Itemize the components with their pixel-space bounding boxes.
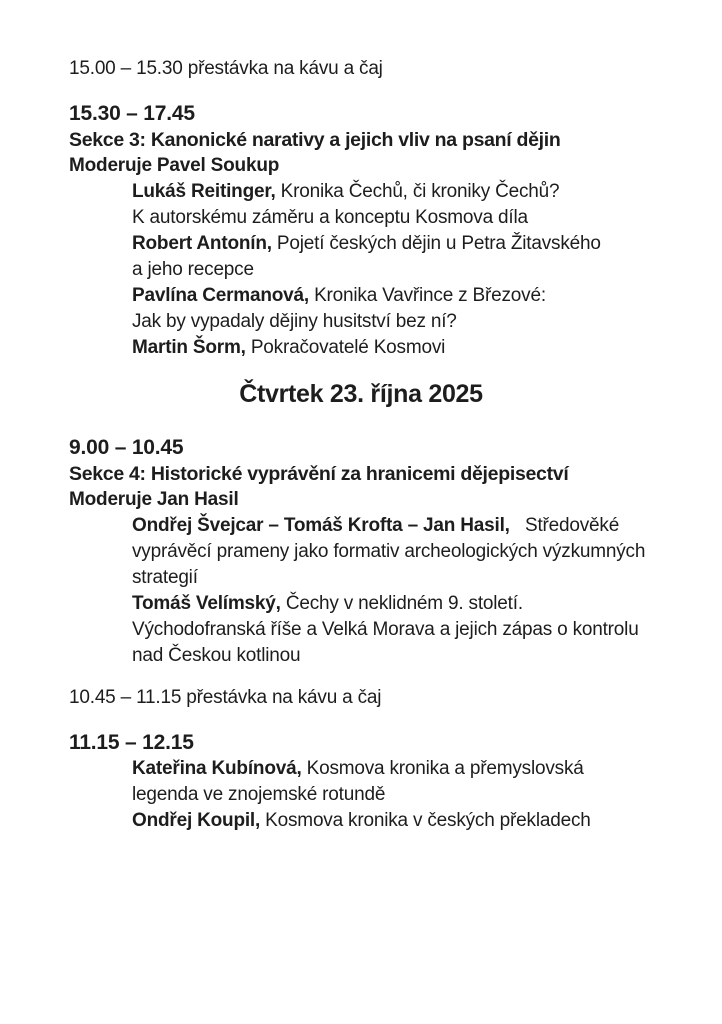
session-moderator: Moderuje Pavel Soukup — [69, 155, 280, 176]
talk-title-text: Kosmova kronika a přemyslovská — [301, 758, 584, 779]
talk-title-text: Kronika Vavřince z Březové: — [308, 285, 546, 306]
coffee-break-line: 10.45 – 11.15 přestávka na kávu a čaj — [69, 687, 382, 708]
session-section-title: Sekce 4: Historické vyprávění za hranicemi dějepisectví — [69, 463, 569, 485]
talk-line — [69, 808, 653, 834]
speaker-name: Pavlína Cermanová, — [132, 285, 309, 306]
talk-line — [69, 539, 653, 565]
talk-line — [69, 309, 653, 335]
session-block — [69, 101, 653, 361]
session-time: 9.00 – 10.45 — [69, 436, 184, 459]
talk-title-text: Čechy v neklidném 9. století. — [280, 593, 523, 614]
speaker-name: Ondřej Švejcar – Tomáš Krofta – Jan Hasil, — [132, 515, 510, 536]
talk-line — [69, 231, 653, 257]
talk-title-text: Pojetí českých dějin u Petra Žitavského — [271, 233, 601, 254]
session-time: 11.15 – 12.15 — [69, 731, 194, 754]
talk-title-text: K autorskému záměru a konceptu Kosmova díla — [132, 207, 528, 228]
talk-line — [69, 591, 653, 617]
talk-title-text: Kosmova kronika v českých překladech — [260, 810, 591, 831]
session-moderator: Moderuje Jan Hasil — [69, 489, 239, 510]
speaker-name: Kateřina Kubínová, — [132, 758, 302, 779]
talk-line — [69, 643, 653, 669]
date-heading: Čtvrtek 23. října 2025 — [239, 380, 483, 408]
talk-title-text: vyprávěcí prameny jako formativ archeologických výzkumných — [132, 541, 646, 562]
talk-title-text: Středověké — [509, 515, 620, 536]
speaker-name: Ondřej Koupil, — [132, 810, 261, 831]
talk-line — [69, 565, 653, 591]
talk-title-text: legenda ve znojemské rotundě — [132, 784, 386, 805]
speaker-name: Lukáš Reitinger, — [132, 181, 276, 202]
talk-title-text: strategií — [132, 567, 198, 588]
coffee-break-line: 15.00 – 15.30 přestávka na kávu a čaj — [69, 58, 383, 79]
talk-line — [69, 257, 653, 283]
speaker-name: Martin Šorm, — [132, 337, 246, 358]
talk-line — [69, 179, 653, 205]
session-section-title: Sekce 3: Kanonické narativy a jejich vliv na psaní dějin — [69, 129, 561, 151]
talk-line — [69, 205, 653, 231]
talk-title-text: Východofranská říše a Velká Morava a jejich zápas o kontrolu — [132, 619, 639, 640]
session-time: 15.30 – 17.45 — [69, 102, 195, 125]
document-body — [69, 56, 653, 834]
talk-line — [69, 756, 653, 782]
talk-title-text: Pokračovatelé Kosmovi — [245, 337, 446, 358]
talk-title-text: Jak by vypadaly dějiny husitství bez ní? — [132, 311, 457, 332]
session-block — [69, 435, 653, 669]
talk-line — [69, 617, 653, 643]
session-block — [69, 730, 653, 834]
speaker-name: Tomáš Velímský, — [132, 593, 281, 614]
talk-line — [69, 782, 653, 808]
talk-line — [69, 335, 653, 361]
talk-line — [69, 283, 653, 309]
talk-title-text: nad Českou kotlinou — [132, 645, 301, 666]
talk-title-text: a jeho recepce — [132, 259, 254, 280]
talk-line — [69, 513, 653, 539]
talk-title-text: Kronika Čechů, či kroniky Čechů? — [275, 181, 560, 202]
speaker-name: Robert Antonín, — [132, 233, 272, 254]
